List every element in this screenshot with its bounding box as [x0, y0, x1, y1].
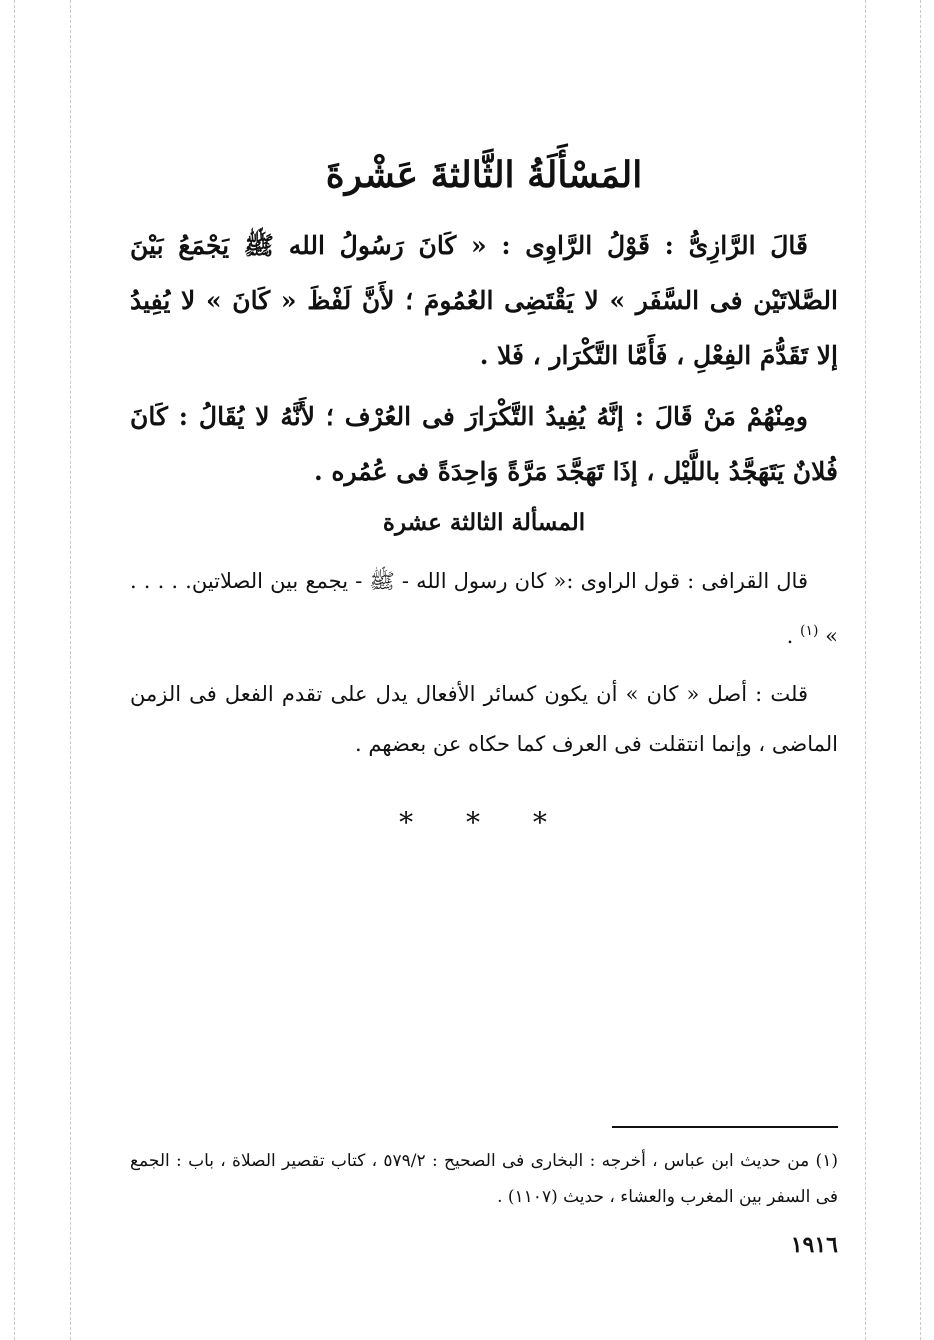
- margin-guide-left: [14, 0, 15, 1340]
- razi-paragraph-1: قَالَ الرَّازِىُّ : قَوْلُ الرَّاوِى : « كَانَ رَسُولُ الله ﷺ يَجْمَعُ بَيْنَ الصَّلاتَيْن فى السَّفَر » لا يَقْتَضِى العُمُومَ ؛ لأَنَّ لَفْظَ « كَانَ » لا يُفِيدُ إلا تَقَدُّمَ الفِعْلِ ، فَأَمَّا التَّكْرَار ، فَلا .: [130, 231, 838, 371]
- margin-guide-left-inner: [70, 0, 71, 1340]
- qarafi-paragraph-end: .: [786, 624, 794, 649]
- sub-title: المسألة الثالثة عشرة: [382, 509, 586, 537]
- page-body: [130, 150, 838, 840]
- qulltu-paragraph: قلت : أصل « كان » أن يكون كسائر الأفعال يدل على تقدم الفعل فى الزمن الماضى ، وإنما انتقلت فى العرف كما حكاه عن بعضهم .: [130, 682, 838, 757]
- margin-guide-right-inner: [865, 0, 866, 1340]
- razi-paragraph-2: ومِنْهُمْ مَنْ قَالَ : إنَّهُ يُفِيدُ التَّكْرَارَ فى العُرْف ؛ لأَنَّهُ لا يُقَالُ : كَانَ فُلانٌ يَتَهَجَّدُ باللَّيْل ، إذَا تَهَجَّدَ مَرَّةً وَاحِدَةً فى عُمُره .: [130, 402, 838, 487]
- qarafi-paragraph: [130, 556, 838, 661]
- footnote-reference: (١): [799, 623, 819, 640]
- qarafi-paragraph-text: قال القرافى : قول الراوى :« كان رسول الله - ﷺ - يجمع بين الصلاتين. . . . . »: [130, 569, 838, 649]
- footnote-rule: [612, 1126, 838, 1128]
- separator-stars: * * *: [399, 806, 569, 840]
- main-title: المَسْأَلَةُ الثَّالثةَ عَشْرةَ: [325, 154, 643, 196]
- footnote: (١) من حديث ابن عباس ، أخرجه : البخارى فى الصحيح : ٥٧٩/٢ ، كتاب تقصير الصلاة ، باب : الجمع فى السفر بين المغرب والعشاء ، حديث (١١٠٧) .: [130, 1151, 838, 1207]
- page-number: ١٩١٦: [790, 1232, 838, 1258]
- margin-guide-right: [920, 0, 921, 1340]
